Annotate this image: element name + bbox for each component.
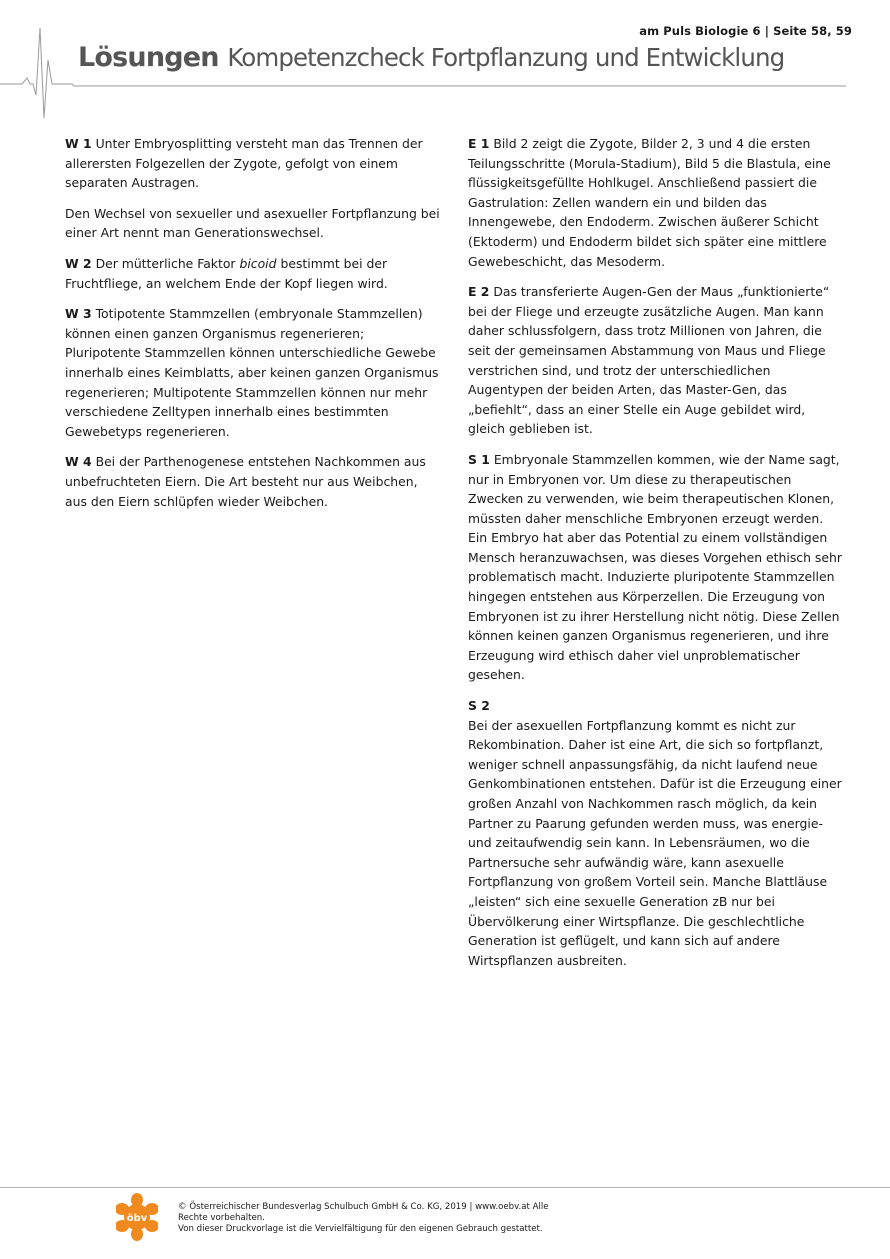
title-subtitle: Kompetenzcheck Fortpflanzung und Entwicklung — [227, 43, 785, 72]
answer-text: Das transferierte Augen-Gen der Maus „funktionierte“ bei der Fliege und erzeugte zusätzliche Augen. Man kann daher schlussfolgern, dass trotz Millionen von Jahren, die seit der gemeinsamen Abstammung von Maus und Fliege verstrichen sind, und trotz der unterschiedlichen Augentypen der beiden Arten, das Master-Gen, das „befiehlt“, dass an einer Stelle ein Auge gebildet wird, gleich geblieben ist. — [468, 284, 830, 437]
answer-label: W 1 — [65, 136, 92, 151]
left-column — [65, 134, 441, 522]
answer-w2 — [65, 254, 441, 293]
answer-text: Embryonale Stammzellen kommen, wie der Name sagt, nur in Embryonen vor. Um diese zu therapeutischen Zwecken zu verwenden, wie beim therapeutischen Klonen, müssten daher menschliche Embryonen erzeugt werden. Ein Embryo hat aber das Potential zu einem vollständigen Mensch heranzuwachsen, was dieses Vorgehen ethisch sehr problematisch macht. Induzierte pluripotente Stammzellen hingegen entstehen aus Körperzellen. Die Erzeugung von Embryonen ist zu ihrer Herstellung nicht nötig. Diese Zellen können keinen ganzen Organismus regenerieren, und ihre Erzeugung wird ethisch daher viel unproblematischer gesehen. — [468, 451, 842, 683]
answer-w1-continued — [65, 204, 441, 243]
answer-text: Totipotente Stammzellen (embryonale Stammzellen) können einen ganzen Organismus regenerieren; Pluripotente Stammzellen können unterschiedliche Gewebe innerhalb eines Keimblatts, aber keinen ganzen Organismus regenerieren; Multipotente Stammzellen können nur mehr verschiedene Zelltypen innerhalb eines bestimmten Gewebetyps regenerieren. — [65, 306, 439, 439]
answer-text: Bild 2 zeigt die Zygote, Bilder 2, 3 und 4 die ersten Teilungsschritte (Morula-Stadium), Bild 5 die Blastula, eine flüssigkeitsgefüllte Hohlkugel. Anschließend passiert die Gastrulation: Zellen wandern ein und bilden das Innengewebe, den Endoderm. Zwischen äußerer Schicht (Ektoderm) und Endoderm bildet sich später eine mittlere Gewebeschicht, das Mesoderm. — [468, 136, 831, 269]
logo-text: öbv — [126, 1213, 148, 1224]
answer-label: S 2 — [468, 698, 490, 714]
answer-label: E 1 — [468, 136, 490, 151]
footer-copyright — [178, 1202, 578, 1236]
answer-w1 — [65, 134, 441, 193]
answer-label: E 2 — [468, 284, 490, 300]
footer-line-1: © Österreichischer Bundesverlag Schulbuch GmbH & Co. KG, 2019 | www.oebv.at Alle — [178, 1202, 549, 1212]
book-reference: am Puls Biologie 6 | Seite 58, 59 — [639, 24, 852, 38]
footer-line-2: Rechte vorbehalten. — [178, 1213, 265, 1224]
answer-italic-term: bicoid — [239, 255, 277, 271]
answer-text: Den Wechsel von sexueller und asexueller Fortpflanzung bei einer Art nennt man Generationswechsel. — [65, 205, 440, 241]
answer-text: Der mütterliche Faktor — [95, 255, 236, 271]
footer-divider — [0, 1187, 890, 1188]
answer-e2 — [468, 282, 844, 439]
answer-label: W 4 — [65, 454, 92, 470]
right-column — [468, 134, 844, 981]
answer-label: S 1 — [468, 451, 490, 467]
answer-text: Bei der asexuellen Fortpflanzung kommt es nicht zur Rekombination. Daher ist eine Art, die sich so fortpflanzt, weniger schnell anpassungsfähig, da nicht laufend neue Genkombinationen entstehen. Dafür ist die Erzeugung einer großen Anzahl von Nachkommen rasch möglich, da kein Partner zu Paarung gefunden werden muss, was energie- und zeitaufwendig sein kann. In Lebensräumen, wo die Partnersuche sehr aufwändig wäre, kann asexuelle Fortpflanzung von großem Vorteil sein. Manche Blattläuse „leisten“ sich eine sexuelle Generation zB nur bei Übervölkerung einer Wirtspflanze. Die geschlechtliche Generation ist geflügelt, und kann sich auf andere Wirtspflanzen ausbreiten. — [468, 717, 842, 968]
title-main: Lösungen — [78, 42, 219, 73]
answer-e1 — [468, 134, 844, 271]
footer-line-3: Von dieser Druckvorlage ist die Vervielfältigung für den eigenen Gebrauch gestattet. — [178, 1224, 543, 1235]
answer-text: bestimmt bei der Fruchtfliege, an welchem Ende der Kopf liegen wird. — [65, 255, 388, 291]
oebv-logo-icon — [116, 1193, 158, 1241]
answer-text: Bei der Parthenogenese entstehen Nachkommen aus unbefruchteten Eiern. Die Art besteht nur aus Weibchen, aus den Eiern schlüpfen wieder Weibchen. — [65, 454, 426, 509]
answer-s2 — [468, 696, 844, 970]
answer-w4 — [65, 452, 441, 511]
page-title — [78, 42, 784, 73]
answer-label: W 2 — [65, 255, 92, 271]
answer-s1 — [468, 450, 844, 685]
answer-w3 — [65, 304, 441, 441]
answer-label: W 3 — [65, 306, 92, 322]
answer-text: Unter Embryosplitting versteht man das Trennen der allerersten Folgezellen der Zygote, gefolgt von einem separaten Austragen. — [65, 136, 423, 191]
